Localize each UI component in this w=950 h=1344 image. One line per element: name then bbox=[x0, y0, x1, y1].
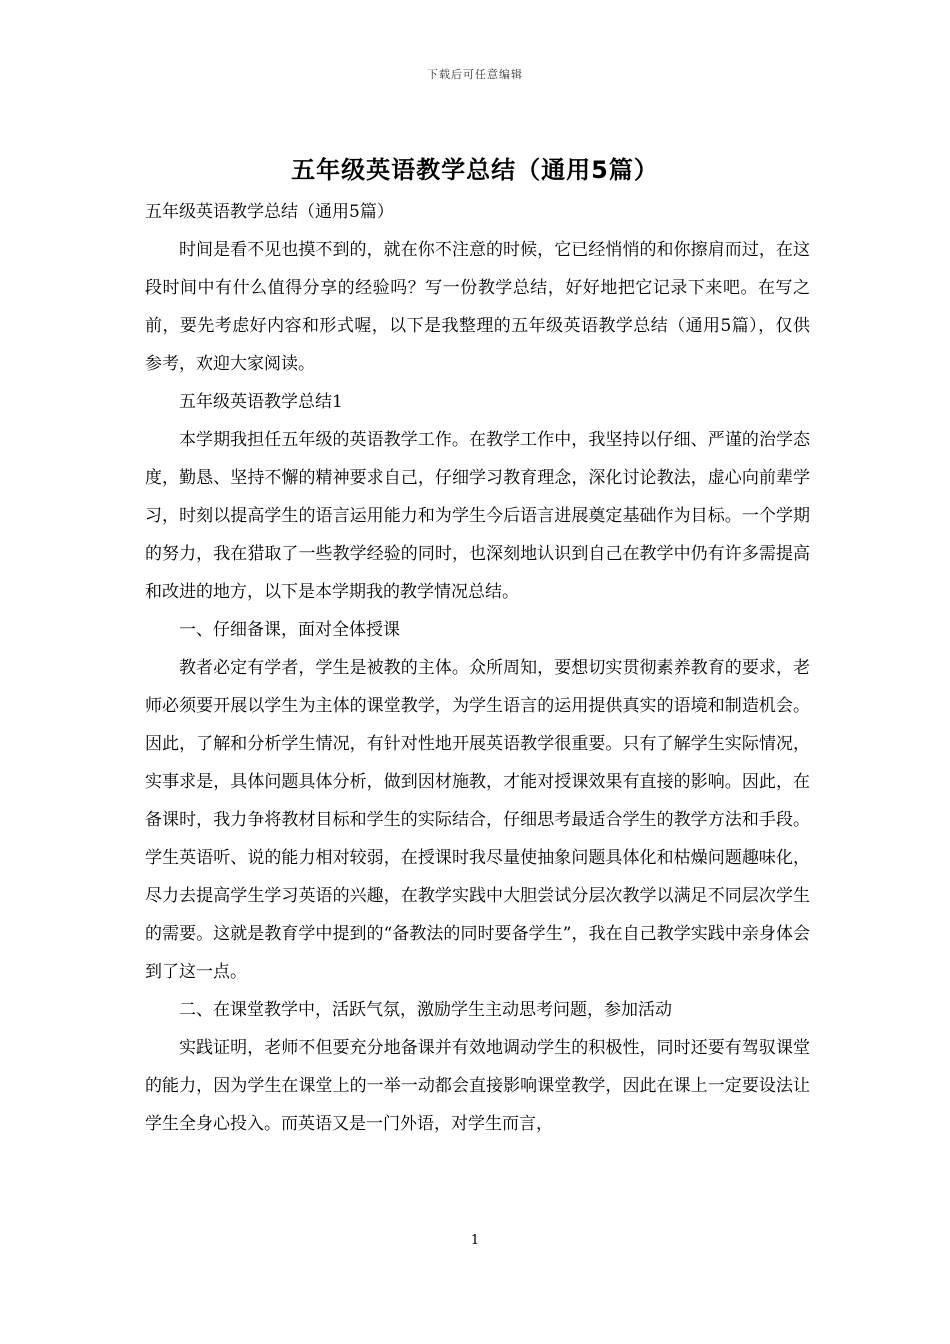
paragraph-body: 本学期我担任五年级的英语教学工作。在教学工作中，我坚持以仔细、严谨的治学态度，勤恳、坚持不懈的精神要求自己，仔细学习教育理念，深化讨论教法，虚心向前辈学习，时刻以提高学生的语言运用能力和为学生今后语言进展奠定基础作为目标。一个学期的努力，我在猎取了一些教学经验的同时，也深刻地认识到自己在教学中仍有许多需提高和改进的地方，以下是本学期我的教学情况总结。 bbox=[145, 430, 810, 602]
document-title: 五年级英语教学总结（通用5篇） bbox=[291, 156, 659, 184]
page-number: 1 bbox=[470, 1233, 480, 1248]
header-note: 下载后可任意编辑 bbox=[427, 68, 523, 81]
paragraph-body: 实践证明，老师不但要充分地备课并有效地调动学生的积极性，同时还要有驾驭课堂的能力，因为学生在课堂上的一举一动都会直接影响课堂教学，因此在课上一定要设法让学生全身心投入。而英语又是一门外语，对学生而言， bbox=[145, 1038, 810, 1134]
subsection-heading: 一、仔细备课，面对全体授课 bbox=[179, 620, 400, 640]
section-heading-1: 五年级英语教学总结1 bbox=[179, 392, 343, 412]
paragraph-body: 教者必定有学者，学生是被教的主体。众所周知，要想切实贯彻素养教育的要求，老师必须要开展以学生为主体的课堂教学，为学生语言的运用提供真实的语境和制造机会。因此，了解和分析学生情况，有针对性地开展英语教学很重要。只有了解学生实际情况，实事求是，具体问题具体分析，做到因材施教，才能对授课效果有直接的影响。因此，在备课时，我力争将教材目标和学生的实际结合，仔细思考最适合学生的教学方法和手段。学生英语听、说的能力相对较弱，在授课时我尽量使抽象问题具体化和枯燥问题趣味化，尽力去提高学生学习英语的兴趣，在教学实践中大胆尝试分层次教学以满足不同层次学生的需要。这就是教育学中提到的“备教法的同时要备学生”，我在自己教学实践中亲身体会到了这一点。 bbox=[145, 658, 810, 982]
document-subtitle: 五年级英语教学总结（通用5篇） bbox=[145, 202, 394, 222]
subsection-heading: 二、在课堂教学中，活跃气氛，激励学生主动思考问题，参加活动 bbox=[179, 1000, 672, 1020]
paragraph-intro: 时间是看不见也摸不到的，就在你不注意的时候，它已经悄悄的和你擦肩而过，在这段时间中有什么值得分享的经验吗？写一份教学总结，好好地把它记录下来吧。在写之前，要先考虑好内容和形式喔，以下是我整理的五年级英语教学总结（通用5篇），仅供参考，欢迎大家阅读。 bbox=[145, 240, 810, 374]
document-body bbox=[145, 193, 810, 1143]
